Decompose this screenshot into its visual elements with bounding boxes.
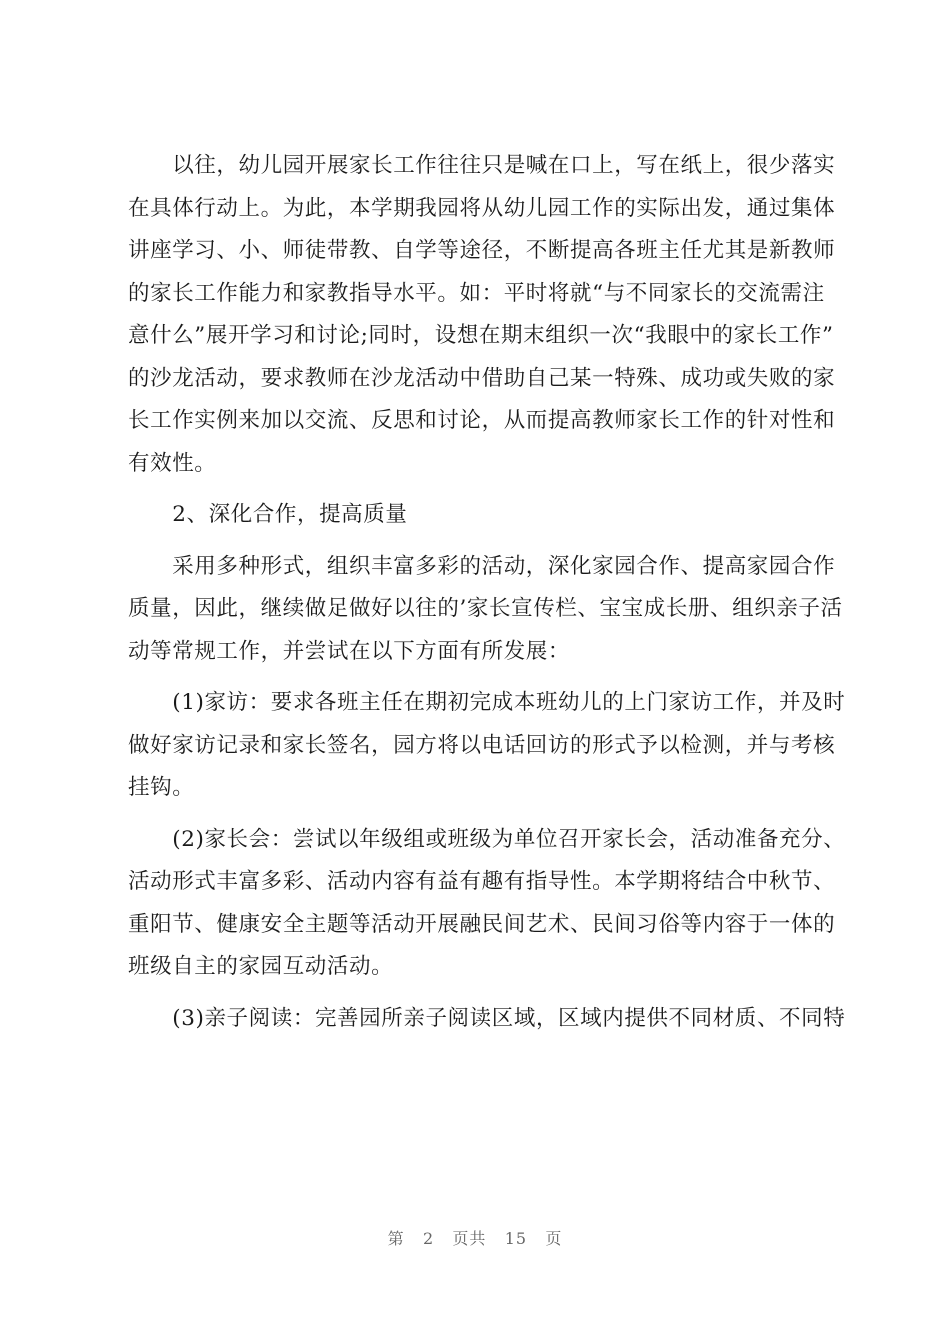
text-line: 有效性。 <box>128 450 217 476</box>
text-line: 意什么”展开学习和讨论;同时，设想在期末组织一次“我眼中的家长工作” <box>128 323 834 348</box>
text-line: 活动形式丰富多彩、活动内容有益有趣有指导性。本学期将结合中秋节、 <box>128 869 836 894</box>
text-line: 动等常规工作，并尝试在以下方面有所发展： <box>128 638 571 664</box>
text-line: (3)亲子阅读：完善园所亲子阅读区域，区域内提供不同材质、不同特 <box>128 1005 846 1031</box>
text-line: 做好家访记录和家长签名，园方将以电话回访的形式予以检测，并与考核 <box>128 732 836 758</box>
text-line: 的家长工作能力和家教指导水平。如：平时将就“与不同家长的交流需注 <box>128 280 825 306</box>
current-page-number: 2 <box>422 1229 435 1248</box>
footer-label-suffix: 页 <box>545 1229 563 1248</box>
footer-label-prefix: 第 <box>387 1229 405 1248</box>
paragraph-home-visit <box>128 682 850 810</box>
text-line: 2、深化合作，提高质量 <box>128 502 408 527</box>
footer-label-middle: 页共 <box>452 1229 487 1248</box>
document-body <box>128 145 850 1040</box>
page-footer <box>0 1226 950 1249</box>
text-line: 的沙龙活动，要求教师在沙龙活动中借助自己某一特殊、成功或失败的家 <box>128 365 836 391</box>
text-line: 在具体行动上。为此，本学期我园将从幼儿园工作的实际出发，通过集体 <box>128 195 836 221</box>
text-line: 长工作实例来加以交流、反思和讨论，从而提高教师家长工作的针对性和 <box>128 408 836 433</box>
text-line: 质量，因此，继续做足做好以往的’家长宣传栏、宝宝成长册、组织亲子活 <box>128 596 843 621</box>
text-line: 采用多种形式，组织丰富多彩的活动，深化家园合作、提高家园合作 <box>128 553 836 579</box>
text-line: 重阳节、健康安全主题等活动开展融民间艺术、民间习俗等内容于一体的 <box>128 911 836 937</box>
total-pages-number: 15 <box>504 1229 528 1248</box>
text-line: 挂钩。 <box>128 775 195 800</box>
text-line: (1)家访：要求各班主任在期初完成本班幼儿的上门家访工作，并及时 <box>128 690 846 715</box>
paragraph-parent-meeting <box>128 819 850 989</box>
paragraph-parent-child-reading <box>128 998 850 1041</box>
text-line: (2)家长会：尝试以年级组或班级为单位召开家长会，活动准备充分、 <box>128 826 846 852</box>
text-line: 以往，幼儿园开展家长工作往往只是喊在口上，写在纸上，很少落实 <box>128 153 836 178</box>
text-line: 讲座学习、小、师徒带教、自学等途径，不断提高各班主任尤其是新教师 <box>128 238 836 263</box>
section-heading-deepen-cooperation <box>128 494 850 537</box>
text-line: 班级自主的家园互动活动。 <box>128 954 394 979</box>
paragraph-activities-intro <box>128 546 850 674</box>
paragraph-parent-work-training <box>128 145 850 485</box>
